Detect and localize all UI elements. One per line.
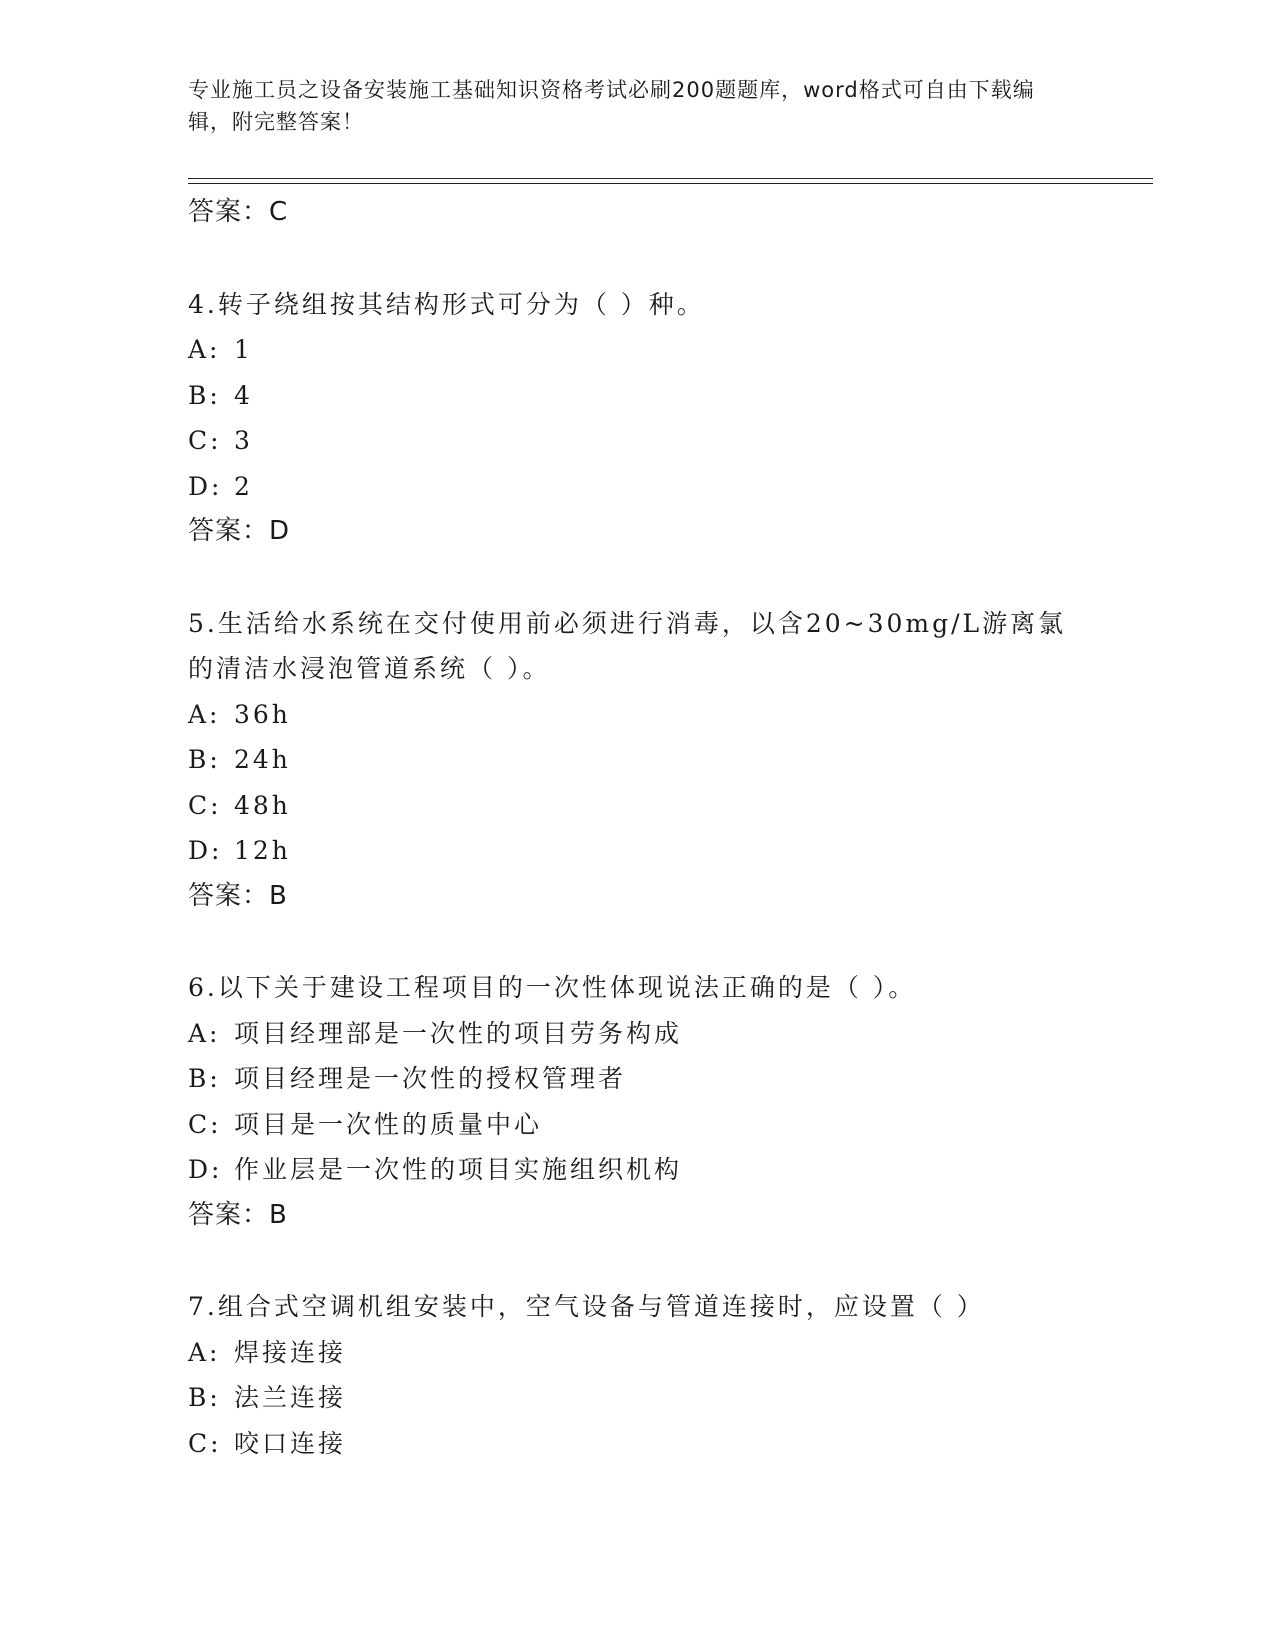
option-b <box>188 373 1153 419</box>
question-7 <box>188 1284 1153 1466</box>
option-c <box>188 783 1153 829</box>
option-d <box>188 828 1153 874</box>
option-letter: B: <box>188 745 221 774</box>
option-letter: C: <box>188 1109 222 1139</box>
answer-line: 答案：B <box>188 1199 288 1230</box>
option-text: 项目经理是一次性的授权管理者 <box>234 1064 627 1093</box>
option-text: 焊接连接 <box>234 1337 347 1367</box>
option-text: 作业层是一次性的项目实施组织机构 <box>234 1155 683 1184</box>
question-text: 4.转子绕组按其结构形式可分为（ ）种。 <box>188 289 705 319</box>
option-a <box>188 692 1153 738</box>
option-c <box>188 418 1153 464</box>
option-letter: A: <box>188 1337 221 1367</box>
answer-line: 答案：C <box>188 197 289 227</box>
option-letter: B: <box>188 1383 221 1412</box>
option-b <box>188 1056 1153 1102</box>
option-text: 12h <box>234 836 291 865</box>
option-letter: C: <box>188 426 222 455</box>
answer-line: 答案：B <box>188 880 288 911</box>
question-text-line-2: 的清洁水浸泡管道系统（ ）。 <box>188 654 551 683</box>
question-text-line-1: 5.生活给水系统在交付使用前必须进行消毒，以含20~30mg/L游离氯 <box>188 608 1067 638</box>
option-text: 36h <box>234 699 291 729</box>
document-header-title: 专业施工员之设备安装施工基础知识资格考试必刷200题题库，word格式可自由下载编辑，附完整答案！ <box>188 78 1035 134</box>
header-divider-top <box>188 178 1153 179</box>
option-letter: B: <box>188 380 221 410</box>
option-text: 项目是一次性的质量中心 <box>234 1109 543 1139</box>
option-letter: B: <box>188 1064 221 1093</box>
option-letter: D: <box>188 471 223 501</box>
question-text: 7.组合式空调机组安装中，空气设备与管道连接时，应设置（ ） <box>188 1292 985 1321</box>
option-b <box>188 1375 1153 1421</box>
option-letter: A: <box>188 699 221 729</box>
option-letter: C: <box>188 1428 222 1458</box>
option-a <box>188 1330 1153 1376</box>
document-body <box>188 190 1153 1466</box>
option-letter: D: <box>188 836 223 865</box>
option-letter: C: <box>188 790 222 820</box>
option-a <box>188 327 1153 373</box>
question-5 <box>188 601 1153 920</box>
option-text: 24h <box>234 745 291 774</box>
header-divider-bottom <box>188 183 1153 184</box>
answer-line: 答案：D <box>188 516 291 546</box>
question-4 <box>188 282 1153 555</box>
option-a <box>188 1011 1153 1057</box>
option-text: 项目经理部是一次性的项目劳务构成 <box>234 1018 683 1048</box>
option-text: 3 <box>234 426 253 455</box>
question-6 <box>188 965 1153 1238</box>
option-c <box>188 1102 1153 1148</box>
option-text: 4 <box>234 380 253 410</box>
option-text: 法兰连接 <box>234 1383 347 1412</box>
option-text: 咬口连接 <box>234 1428 347 1458</box>
option-text: 48h <box>234 790 291 820</box>
option-d <box>188 464 1153 510</box>
option-text: 1 <box>234 335 253 364</box>
option-d <box>188 1147 1153 1193</box>
option-text: 2 <box>234 471 253 501</box>
option-letter: A: <box>188 1018 221 1048</box>
option-c <box>188 1421 1153 1467</box>
option-letter: D: <box>188 1155 223 1184</box>
question-text: 6.以下关于建设工程项目的一次性体现说法正确的是（ ）。 <box>188 973 917 1002</box>
option-b <box>188 737 1153 783</box>
option-letter: A: <box>188 335 221 364</box>
